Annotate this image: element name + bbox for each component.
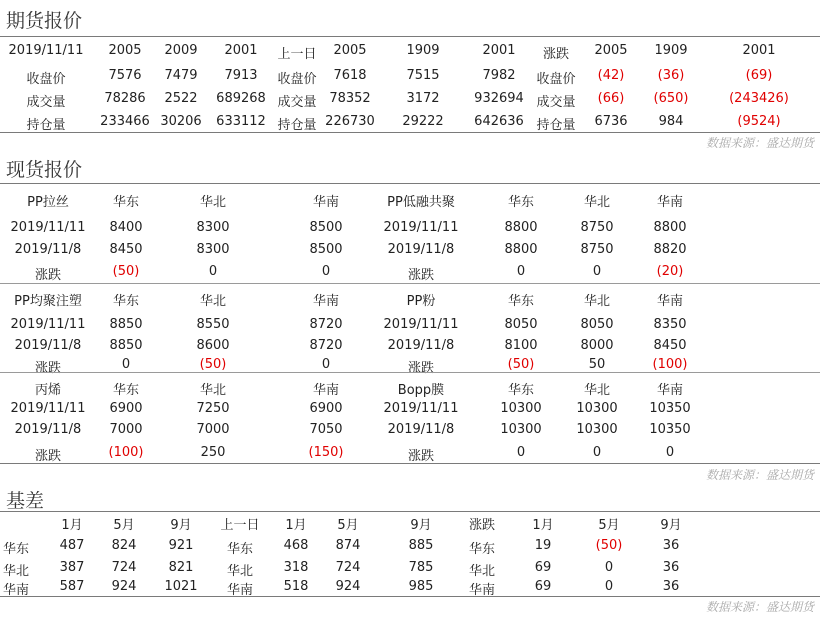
- futures-cell: 7515: [406, 68, 440, 83]
- spot-cell: 10350: [649, 401, 691, 416]
- spot-cell: (50): [199, 357, 227, 372]
- basis-cell: 487: [59, 538, 85, 553]
- basis-header-cell: 1月: [61, 518, 83, 533]
- spot-header-cell: 华北: [199, 294, 227, 309]
- futures-cell: (650): [653, 91, 689, 106]
- futures-cell: 7913: [224, 68, 258, 83]
- spot-cell: 涨跌: [34, 361, 62, 376]
- basis-cell: 518: [283, 579, 309, 594]
- futures-header-cell: 涨跌: [542, 47, 570, 62]
- futures-header-cell: 1909: [406, 43, 440, 58]
- spot-cell: 6900: [109, 401, 143, 416]
- futures-cell: 642636: [474, 114, 524, 129]
- basis-header-cell: 上一日: [220, 518, 260, 533]
- spot-cell: 8350: [653, 317, 687, 332]
- spot-header-cell: 华东: [112, 383, 140, 398]
- futures-cell: 成交量: [277, 95, 317, 110]
- futures-header-cell: 2001: [224, 43, 258, 58]
- basis-cell: 468: [283, 538, 309, 553]
- basis-bottom-rule: [0, 596, 820, 597]
- spot-cell: 8720: [309, 317, 343, 332]
- spot-cell: 8100: [504, 338, 538, 353]
- basis-cell: 华北: [2, 564, 30, 579]
- basis-header-cell: 1月: [285, 518, 307, 533]
- spot-cell: 0: [208, 264, 218, 279]
- futures-cell: (66): [597, 91, 625, 106]
- futures-bottom-rule: [0, 132, 820, 133]
- futures-cell: 成交量: [26, 95, 66, 110]
- basis-cell: 387: [59, 560, 85, 575]
- spot-cell: 2019/11/11: [10, 401, 86, 416]
- spot-header-cell: 华南: [312, 383, 340, 398]
- futures-cell: 收盘价: [26, 72, 66, 87]
- spot-cell: 0: [516, 264, 526, 279]
- spot-cell: 7250: [196, 401, 230, 416]
- spot-header-cell: 华东: [112, 294, 140, 309]
- spot-cell: 2019/11/8: [14, 338, 82, 353]
- spot-cell: 10300: [500, 422, 542, 437]
- basis-cell: 724: [111, 560, 137, 575]
- spot-cell: 2019/11/8: [387, 242, 455, 257]
- spot-cell: 8800: [504, 242, 538, 257]
- futures-cell: 984: [658, 114, 684, 129]
- spot-cell: 7000: [196, 422, 230, 437]
- spot-header-cell: 华南: [656, 195, 684, 210]
- spot-cell: 0: [665, 445, 675, 460]
- basis-top-rule: [0, 511, 820, 512]
- futures-cell: 2522: [164, 91, 198, 106]
- spot-block-divider-1: [0, 283, 820, 284]
- futures-top-rule: [0, 36, 820, 37]
- futures-cell: 3172: [406, 91, 440, 106]
- spot-cell: 0: [516, 445, 526, 460]
- futures-cell: 持仓量: [26, 118, 66, 133]
- futures-cell: 78352: [329, 91, 371, 106]
- basis-header-cell: 9月: [170, 518, 192, 533]
- spot-header-cell: PP拉丝: [27, 195, 69, 210]
- spot-header-cell: 华东: [507, 195, 535, 210]
- basis-cell: 924: [335, 579, 361, 594]
- spot-cell: 涨跌: [407, 449, 435, 464]
- basis-cell: 0: [604, 579, 614, 594]
- spot-cell: 2019/11/8: [387, 338, 455, 353]
- futures-cell: (243426): [729, 91, 789, 106]
- basis-cell: 华南: [2, 583, 30, 598]
- spot-cell: 10300: [576, 401, 618, 416]
- spot-cell: 2019/11/11: [10, 317, 86, 332]
- spot-header-cell: 华南: [656, 383, 684, 398]
- futures-cell: (36): [657, 68, 685, 83]
- basis-cell: 19: [534, 538, 552, 553]
- spot-cell: 8050: [580, 317, 614, 332]
- spot-cell: 涨跌: [407, 268, 435, 283]
- futures-cell: 7479: [164, 68, 198, 83]
- spot-header-cell: 华北: [583, 195, 611, 210]
- futures-cell: (69): [745, 68, 773, 83]
- spot-cell: 2019/11/11: [383, 220, 459, 235]
- basis-cell: 821: [168, 560, 194, 575]
- basis-header-cell: 5月: [337, 518, 359, 533]
- basis-header-cell: 5月: [113, 518, 135, 533]
- spot-cell: 8450: [109, 242, 143, 257]
- basis-title: 基差: [6, 490, 45, 512]
- spot-header-cell: 华北: [199, 383, 227, 398]
- spot-cell: (20): [656, 264, 684, 279]
- spot-cell: 250: [200, 445, 226, 460]
- futures-source: 数据来源：盛达期货: [705, 136, 814, 150]
- basis-cell: (50): [595, 538, 623, 553]
- spot-cell: 50: [588, 357, 606, 372]
- spot-header-cell: 华东: [112, 195, 140, 210]
- futures-cell: 932694: [474, 91, 524, 106]
- futures-header-cell: 2005: [594, 43, 628, 58]
- futures-header-cell: 1909: [654, 43, 688, 58]
- basis-cell: 华东: [2, 542, 30, 557]
- basis-cell: 华北: [468, 564, 496, 579]
- spot-header-cell: Bopp膜: [397, 383, 445, 398]
- basis-cell: 924: [111, 579, 137, 594]
- basis-cell: 69: [534, 579, 552, 594]
- basis-header-cell: 5月: [598, 518, 620, 533]
- futures-header-cell: 2005: [108, 43, 142, 58]
- spot-header-cell: 华北: [583, 294, 611, 309]
- spot-cell: 0: [321, 264, 331, 279]
- futures-cell: (42): [597, 68, 625, 83]
- spot-header-cell: PP均聚注塑: [14, 294, 82, 309]
- spot-cell: 0: [121, 357, 131, 372]
- basis-cell: 华东: [468, 542, 496, 557]
- spot-header-cell: 华南: [656, 294, 684, 309]
- futures-cell: 29222: [402, 114, 444, 129]
- spot-cell: 8600: [196, 338, 230, 353]
- spot-header-cell: 华南: [312, 195, 340, 210]
- spot-cell: 10300: [500, 401, 542, 416]
- spot-cell: 8000: [580, 338, 614, 353]
- futures-header-cell: 上一日: [277, 47, 317, 62]
- spot-cell: 6900: [309, 401, 343, 416]
- basis-cell: 华南: [226, 583, 254, 598]
- futures-header-cell: 2001: [482, 43, 516, 58]
- spot-cell: 2019/11/8: [387, 422, 455, 437]
- futures-cell: 226730: [325, 114, 375, 129]
- spot-cell: (100): [108, 445, 144, 460]
- spot-header-cell: 华东: [507, 383, 535, 398]
- spot-cell: 8750: [580, 242, 614, 257]
- spot-cell: 8850: [109, 317, 143, 332]
- spot-cell: 涨跌: [34, 268, 62, 283]
- spot-cell: 8800: [504, 220, 538, 235]
- basis-header-cell: 9月: [410, 518, 432, 533]
- futures-cell: 6736: [594, 114, 628, 129]
- spot-title: 现货报价: [6, 159, 83, 181]
- spot-cell: 10350: [649, 422, 691, 437]
- basis-header-cell: 涨跌: [468, 518, 496, 533]
- basis-cell: 36: [662, 579, 680, 594]
- futures-header-cell: 2005: [333, 43, 367, 58]
- basis-source: 数据来源：盛达期货: [705, 600, 814, 614]
- spot-cell: 2019/11/11: [383, 401, 459, 416]
- futures-cell: 持仓量: [536, 118, 576, 133]
- basis-cell: 69: [534, 560, 552, 575]
- futures-cell: 7576: [108, 68, 142, 83]
- basis-cell: 1021: [164, 579, 198, 594]
- futures-cell: 收盘价: [277, 72, 317, 87]
- futures-header-cell: 2019/11/11: [8, 43, 84, 58]
- futures-cell: 689268: [216, 91, 266, 106]
- spot-cell: (100): [652, 357, 688, 372]
- futures-cell: 233466: [100, 114, 150, 129]
- basis-header-cell: 9月: [660, 518, 682, 533]
- spot-cell: 2019/11/11: [10, 220, 86, 235]
- spot-header-cell: 华东: [507, 294, 535, 309]
- spot-header-cell: 华北: [199, 195, 227, 210]
- spot-cell: 8800: [653, 220, 687, 235]
- spot-cell: 8500: [309, 220, 343, 235]
- spot-cell: 8850: [109, 338, 143, 353]
- spot-header-cell: 华南: [312, 294, 340, 309]
- spot-cell: 0: [592, 445, 602, 460]
- futures-cell: (9524): [737, 114, 781, 129]
- basis-cell: 36: [662, 560, 680, 575]
- spot-cell: 7000: [109, 422, 143, 437]
- spot-header-cell: PP低融共聚: [387, 195, 455, 210]
- spot-cell: 2019/11/8: [14, 242, 82, 257]
- futures-cell: 7618: [333, 68, 367, 83]
- futures-cell: 持仓量: [277, 118, 317, 133]
- spot-cell: 2019/11/11: [383, 317, 459, 332]
- futures-title: 期货报价: [6, 10, 83, 32]
- spot-cell: 8450: [653, 338, 687, 353]
- basis-cell: 985: [408, 579, 434, 594]
- basis-cell: 华东: [226, 542, 254, 557]
- spot-cell: 涨跌: [407, 361, 435, 376]
- spot-cell: 8050: [504, 317, 538, 332]
- basis-cell: 824: [111, 538, 137, 553]
- spot-cell: 8500: [309, 242, 343, 257]
- basis-cell: 华北: [226, 564, 254, 579]
- spot-cell: 8300: [196, 220, 230, 235]
- spot-header-cell: 华北: [583, 383, 611, 398]
- basis-cell: 0: [604, 560, 614, 575]
- spot-header-cell: 丙烯: [34, 383, 62, 398]
- basis-cell: 921: [168, 538, 194, 553]
- spot-header-cell: PP粉: [406, 294, 436, 309]
- basis-cell: 36: [662, 538, 680, 553]
- spot-cell: 7050: [309, 422, 343, 437]
- spot-cell: (50): [112, 264, 140, 279]
- basis-cell: 华南: [468, 583, 496, 598]
- spot-cell: 8400: [109, 220, 143, 235]
- futures-header-cell: 2001: [742, 43, 776, 58]
- futures-cell: 收盘价: [536, 72, 576, 87]
- spot-cell: (150): [308, 445, 344, 460]
- spot-cell: 10300: [576, 422, 618, 437]
- futures-cell: 633112: [216, 114, 266, 129]
- basis-header-cell: 1月: [532, 518, 554, 533]
- spot-top-rule: [0, 183, 820, 184]
- spot-cell: 8300: [196, 242, 230, 257]
- futures-cell: 成交量: [536, 95, 576, 110]
- basis-cell: 785: [408, 560, 434, 575]
- spot-cell: 0: [321, 357, 331, 372]
- basis-cell: 885: [408, 538, 434, 553]
- basis-cell: 874: [335, 538, 361, 553]
- futures-cell: 78286: [104, 91, 146, 106]
- futures-cell: 30206: [160, 114, 202, 129]
- spot-cell: (50): [507, 357, 535, 372]
- spot-cell: 8750: [580, 220, 614, 235]
- basis-cell: 318: [283, 560, 309, 575]
- spot-cell: 涨跌: [34, 449, 62, 464]
- spot-cell: 2019/11/8: [14, 422, 82, 437]
- spot-bottom-rule: [0, 463, 820, 464]
- spot-cell: 8720: [309, 338, 343, 353]
- spot-source: 数据来源：盛达期货: [705, 468, 814, 482]
- spot-block-divider-2: [0, 372, 820, 373]
- futures-cell: 7982: [482, 68, 516, 83]
- futures-header-cell: 2009: [164, 43, 198, 58]
- spot-cell: 0: [592, 264, 602, 279]
- basis-cell: 724: [335, 560, 361, 575]
- spot-cell: 8550: [196, 317, 230, 332]
- basis-cell: 587: [59, 579, 85, 594]
- spot-cell: 8820: [653, 242, 687, 257]
